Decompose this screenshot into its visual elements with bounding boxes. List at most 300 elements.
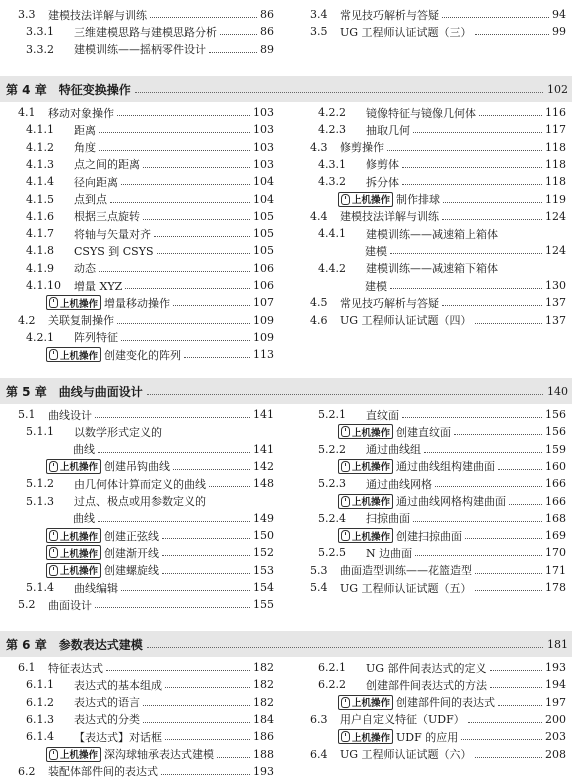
hands-on-badge xyxy=(338,424,393,439)
page-number: 182 xyxy=(253,661,274,674)
entry-title: 装配体部件间的表达式 xyxy=(48,765,158,779)
page-number: 103 xyxy=(253,140,274,154)
dot-leader xyxy=(475,757,542,758)
page-number: 150 xyxy=(253,529,274,543)
entry-title: 表达式的基本组成 xyxy=(74,678,162,692)
toc-entry[interactable] xyxy=(338,493,566,510)
entry-number: 3.3.1 xyxy=(26,25,54,39)
toc-entry[interactable] xyxy=(338,527,566,544)
page-number: 106 xyxy=(253,279,274,292)
badge-label: 上机操作 xyxy=(352,698,391,710)
entry-title: 曲面造型训练——花篮造型 xyxy=(340,564,472,578)
entry-title: 建模技法详解与训练 xyxy=(48,8,147,22)
page-number: 137 xyxy=(545,313,566,327)
toc-entry[interactable] xyxy=(318,544,566,561)
page-number: 182 xyxy=(253,678,274,692)
dot-leader xyxy=(110,202,250,203)
toc-entry[interactable] xyxy=(26,242,274,259)
entry-title: UG 部件间表达式的定义 xyxy=(366,661,487,675)
entry-title: 建模 xyxy=(365,244,387,258)
dot-leader xyxy=(209,52,257,53)
toc-entry[interactable] xyxy=(310,294,566,311)
entry-number: 4.1.1 xyxy=(26,123,54,137)
dot-leader xyxy=(99,132,250,133)
chapter-number: 第 6 章 xyxy=(6,637,47,652)
dot-leader xyxy=(415,555,542,556)
entry-number: 5.2.1 xyxy=(318,408,346,421)
entry-title: 过点、极点或用参数定义的 xyxy=(74,495,206,508)
dot-leader xyxy=(184,357,250,358)
page-number: 160 xyxy=(545,459,566,473)
dot-leader xyxy=(106,670,250,671)
entry-title: 曲线 xyxy=(73,443,95,457)
hands-on-badge xyxy=(46,347,101,362)
mouse-icon xyxy=(341,697,350,708)
dot-leader xyxy=(135,92,543,93)
page-number: 105 xyxy=(253,227,274,241)
entry-number: 4.1.10 xyxy=(26,279,61,292)
toc-entry[interactable] xyxy=(46,562,274,579)
page-number: 102 xyxy=(547,82,568,96)
mouse-icon xyxy=(341,461,350,472)
badge-label: 上机操作 xyxy=(60,531,99,543)
mouse-icon xyxy=(341,426,350,437)
page-number: 140 xyxy=(547,384,568,398)
page-number: 105 xyxy=(253,244,274,258)
dot-leader xyxy=(165,687,250,688)
mouse-icon xyxy=(341,496,350,507)
page-number: 142 xyxy=(253,459,274,473)
dot-leader xyxy=(442,219,542,220)
entry-number: 4.1.4 xyxy=(26,175,54,189)
entry-number: 6.2.2 xyxy=(318,678,346,692)
dot-leader xyxy=(95,417,250,418)
dot-leader xyxy=(402,417,542,418)
toc-entry[interactable] xyxy=(318,121,566,138)
entry-title: UG 工程师认证试题（三） xyxy=(340,25,472,39)
toc-entry[interactable] xyxy=(26,139,274,156)
toc-entry[interactable] xyxy=(18,659,274,676)
dot-leader xyxy=(413,132,542,133)
mouse-icon xyxy=(49,461,58,472)
mouse-icon xyxy=(49,530,58,541)
dot-leader xyxy=(121,340,250,341)
page-number: 200 xyxy=(545,712,566,726)
page-number: 86 xyxy=(260,8,274,21)
badge-label: 上机操作 xyxy=(60,298,99,310)
dot-leader xyxy=(99,271,250,272)
mouse-icon xyxy=(49,297,58,308)
entry-title: 曲线编辑 xyxy=(74,581,118,595)
toc-entry[interactable] xyxy=(338,458,566,475)
entry-title: 创建扫掠曲面 xyxy=(396,529,463,543)
entry-number: 5.1.2 xyxy=(26,477,54,491)
toc-entry[interactable] xyxy=(26,260,274,277)
hands-on-badge xyxy=(46,295,101,310)
dot-leader xyxy=(461,739,542,740)
chapter-header[interactable] xyxy=(0,631,572,657)
toc-entry[interactable] xyxy=(310,23,566,40)
entry-title: 常见技巧解析与答疑 xyxy=(340,8,439,22)
entry-title: 创建渐开线 xyxy=(104,546,160,560)
toc-entry[interactable] xyxy=(26,208,274,225)
entry-number: 4.1.5 xyxy=(26,192,54,206)
page-number: 170 xyxy=(545,546,566,560)
entry-title: 动态 xyxy=(74,262,96,276)
toc-entry[interactable] xyxy=(318,676,566,693)
dot-leader xyxy=(95,607,250,608)
toc-entry[interactable] xyxy=(26,676,274,693)
dot-leader xyxy=(498,705,542,706)
entry-number: 4.2.1 xyxy=(26,330,54,344)
entry-number: 6.1.1 xyxy=(26,678,54,692)
entry-number: 5.1 xyxy=(18,408,36,421)
page-number: 152 xyxy=(253,546,274,560)
toc-entry[interactable] xyxy=(18,104,274,121)
page-number: 137 xyxy=(545,296,566,310)
dot-leader xyxy=(162,538,250,539)
dot-leader xyxy=(509,504,542,505)
page-number: 154 xyxy=(253,581,274,594)
entry-title: 建模训练——减速箱上箱体 xyxy=(366,227,498,241)
entry-title: 拆分体 xyxy=(366,175,399,189)
dot-leader xyxy=(490,670,542,671)
toc-entry[interactable] xyxy=(26,191,274,208)
dot-leader xyxy=(490,687,542,688)
dot-leader xyxy=(147,394,543,395)
dot-leader xyxy=(125,288,250,289)
page-number: 103 xyxy=(253,157,274,171)
toc-entry[interactable] xyxy=(310,579,566,596)
page-number: 194 xyxy=(545,678,566,692)
chapter-title: 曲线与曲面设计 xyxy=(58,384,143,399)
badge-label: 上机操作 xyxy=(60,566,99,578)
entry-number: 6.1 xyxy=(18,661,36,674)
dot-leader xyxy=(143,167,250,168)
entry-number: 3.3 xyxy=(18,8,36,21)
toc-entry[interactable] xyxy=(338,694,566,711)
toc-entry[interactable] xyxy=(310,711,566,728)
entry-title: UG 工程师认证试题（六） xyxy=(340,748,472,761)
toc-entry[interactable] xyxy=(18,763,274,780)
page-number: 156 xyxy=(545,408,566,421)
dot-leader xyxy=(98,452,250,453)
page-number: 118 xyxy=(545,175,566,189)
page-number: 188 xyxy=(253,747,274,761)
toc-entry[interactable] xyxy=(318,659,566,676)
toc-entry[interactable] xyxy=(46,544,274,561)
dot-leader xyxy=(465,538,542,539)
page-number: 89 xyxy=(260,42,274,56)
hands-on-badge xyxy=(338,494,393,509)
entry-number: 5.2.3 xyxy=(318,477,346,491)
page-number: 124 xyxy=(545,244,566,258)
dot-leader xyxy=(98,521,250,522)
entry-number: 5.2.4 xyxy=(318,511,346,525)
toc-entry[interactable] xyxy=(26,121,274,138)
toc-entry[interactable] xyxy=(46,346,274,363)
toc-entry[interactable] xyxy=(318,406,566,423)
dot-leader xyxy=(479,115,542,116)
page-number: 153 xyxy=(253,563,274,577)
mouse-icon xyxy=(49,565,58,576)
toc-entry[interactable] xyxy=(73,441,274,458)
entry-title: N 边曲面 xyxy=(366,546,413,560)
page-number: 99 xyxy=(552,25,566,39)
toc-entry[interactable] xyxy=(26,493,274,510)
toc-entry[interactable] xyxy=(46,294,274,311)
hands-on-badge xyxy=(338,528,393,543)
toc-entry[interactable] xyxy=(26,694,274,711)
badge-label: 上机操作 xyxy=(60,350,99,362)
page-number: 193 xyxy=(545,661,566,674)
toc-entry[interactable] xyxy=(26,23,274,40)
entry-title: 常见技巧解析与答疑 xyxy=(340,296,439,310)
page-number: 181 xyxy=(547,637,568,651)
entry-number: 4.1.3 xyxy=(26,157,54,171)
toc-entry[interactable] xyxy=(318,173,566,190)
page-number: 103 xyxy=(253,106,274,119)
page-number: 168 xyxy=(545,511,566,525)
dot-leader xyxy=(475,323,542,324)
entry-number: 4.1.6 xyxy=(26,209,54,223)
dot-leader xyxy=(143,722,250,723)
toc-entry[interactable] xyxy=(338,423,566,440)
toc-entry[interactable] xyxy=(318,104,566,121)
toc-entry[interactable] xyxy=(46,458,274,475)
page-number: 178 xyxy=(545,581,566,594)
toc-entry[interactable] xyxy=(318,225,566,242)
page-number: 148 xyxy=(253,477,274,491)
toc-entry[interactable] xyxy=(310,139,566,156)
page-number: 109 xyxy=(253,330,274,344)
entry-number: 6.3 xyxy=(310,712,328,726)
dot-leader xyxy=(209,486,250,487)
toc-entry[interactable] xyxy=(310,208,566,225)
toc-entry[interactable] xyxy=(318,475,566,492)
toc-entry[interactable] xyxy=(18,406,274,423)
entry-title: 抽取几何 xyxy=(366,123,410,137)
dot-leader xyxy=(217,757,250,758)
entry-number: 4.4 xyxy=(310,209,328,223)
entry-title: 建模技法详解与训练 xyxy=(340,210,439,224)
dot-leader xyxy=(390,288,542,289)
entry-title: 径向距离 xyxy=(74,175,118,189)
entry-title: 将轴与矢量对齐 xyxy=(74,227,151,241)
toc-entry[interactable] xyxy=(318,156,566,173)
entry-number: 4.5 xyxy=(310,296,328,310)
page-number: 86 xyxy=(260,25,274,39)
badge-label: 上机操作 xyxy=(352,462,391,474)
toc-entry[interactable] xyxy=(26,579,274,596)
entry-title: 移动对象操作 xyxy=(48,106,114,120)
toc-entry[interactable] xyxy=(26,41,274,58)
page-number: 182 xyxy=(253,695,274,709)
toc-entry[interactable] xyxy=(26,225,274,242)
page-number: 155 xyxy=(253,598,274,612)
dot-leader xyxy=(117,115,250,116)
page-number: 105 xyxy=(253,209,274,223)
entry-number: 5.2.5 xyxy=(318,546,346,560)
page-number: 193 xyxy=(253,764,274,778)
toc-entry[interactable] xyxy=(46,527,274,544)
toc-entry[interactable] xyxy=(310,562,566,579)
entry-number: 5.1.1 xyxy=(26,425,54,439)
entry-number: 5.2 xyxy=(18,598,36,612)
dot-leader xyxy=(402,184,542,185)
dot-leader xyxy=(435,486,542,487)
entry-title: UDF 的应用 xyxy=(396,730,459,744)
entry-number: 4.4.2 xyxy=(318,261,346,275)
page-number: 208 xyxy=(545,747,566,761)
badge-label: 上机操作 xyxy=(352,497,391,508)
entry-title: 增量 XYZ xyxy=(74,279,123,293)
dot-leader xyxy=(173,305,250,306)
toc-entry[interactable] xyxy=(310,746,566,763)
page-number: 159 xyxy=(545,442,566,456)
entry-number: 4.2.2 xyxy=(318,106,346,119)
page-number: 141 xyxy=(253,408,274,421)
toc-entry[interactable] xyxy=(26,156,274,173)
entry-title: 镜像特征与镜像几何体 xyxy=(366,106,476,120)
entry-title: 角度 xyxy=(74,141,96,155)
dot-leader xyxy=(442,305,542,306)
entry-title: 创建变化的阵列 xyxy=(104,348,182,362)
mouse-icon xyxy=(49,749,58,760)
toc-entry[interactable] xyxy=(26,728,274,745)
entry-number: 5.1.3 xyxy=(26,494,54,508)
entry-title: UG 工程师认证试题（四） xyxy=(340,314,472,328)
hands-on-badge xyxy=(46,545,101,560)
toc-entry[interactable] xyxy=(73,510,274,527)
entry-title: 建模训练——减速箱下箱体 xyxy=(366,262,498,276)
dot-leader xyxy=(143,219,250,220)
toc-entry[interactable] xyxy=(318,510,566,527)
entry-title: 关联复制操作 xyxy=(48,314,114,328)
mouse-icon xyxy=(341,530,350,541)
toc-entry[interactable] xyxy=(26,423,274,440)
entry-number: 6.1.2 xyxy=(26,695,54,709)
badge-label: 上机操作 xyxy=(60,462,99,474)
toc-entry[interactable] xyxy=(338,191,566,208)
hands-on-badge xyxy=(46,747,101,762)
toc-entry[interactable] xyxy=(26,277,274,294)
page-number: 118 xyxy=(545,140,566,154)
dot-leader xyxy=(157,253,251,254)
toc-entry[interactable] xyxy=(310,6,566,23)
dot-leader xyxy=(498,469,542,470)
page-number: 184 xyxy=(253,712,274,726)
badge-label: 上机操作 xyxy=(352,531,391,543)
page-number: 130 xyxy=(545,279,566,292)
dot-leader xyxy=(165,739,250,740)
toc-entry[interactable] xyxy=(46,746,274,763)
dot-leader xyxy=(173,469,250,470)
entry-title: 表达式的语言 xyxy=(74,696,140,710)
dot-leader xyxy=(387,150,542,151)
dot-leader xyxy=(162,555,250,556)
dot-leader xyxy=(390,253,542,254)
dot-leader xyxy=(475,573,542,574)
toc-entry[interactable] xyxy=(318,441,566,458)
page-number: 197 xyxy=(545,695,566,709)
entry-title: 增量移动操作 xyxy=(104,296,171,310)
toc-entry[interactable] xyxy=(338,728,566,745)
toc-entry[interactable] xyxy=(26,329,274,346)
chapter-title: 特征变换操作 xyxy=(58,82,131,97)
chapter-header[interactable] xyxy=(0,76,572,102)
toc-entry[interactable] xyxy=(26,711,274,728)
entry-title: 创建部件间表达式的方法 xyxy=(366,678,487,692)
entry-number: 3.4 xyxy=(310,8,328,21)
toc-entry[interactable] xyxy=(310,312,566,329)
dot-leader xyxy=(143,705,250,706)
page-number: 149 xyxy=(253,511,274,525)
toc-entry[interactable] xyxy=(18,312,274,329)
page-number: 113 xyxy=(253,348,274,362)
entry-title: 直纹面 xyxy=(366,408,399,422)
entry-number: 4.1 xyxy=(18,106,36,119)
entry-title: 修剪操作 xyxy=(340,141,384,155)
toc-entry[interactable] xyxy=(318,260,566,277)
page-number: 171 xyxy=(545,563,566,577)
page-number: 166 xyxy=(545,494,566,508)
entry-number: 5.3 xyxy=(310,563,328,577)
chapter-header[interactable] xyxy=(0,378,572,404)
dot-leader xyxy=(402,167,542,168)
entry-title: 根据三点旋转 xyxy=(74,210,140,224)
dot-leader xyxy=(443,202,542,203)
badge-label: 上机操作 xyxy=(60,548,99,560)
page-number: 186 xyxy=(253,730,274,744)
entry-number: 5.4 xyxy=(310,581,328,594)
entry-number: 4.4.1 xyxy=(318,227,346,241)
entry-number: 6.1.3 xyxy=(26,712,54,726)
badge-label: 上机操作 xyxy=(352,732,391,744)
entry-title: 创建直纹面 xyxy=(396,425,452,439)
entry-number: 4.2.3 xyxy=(318,123,346,137)
toc-entry[interactable] xyxy=(365,277,566,294)
entry-title: 建模训练——摇柄零件设计 xyxy=(74,43,206,57)
entry-number: 4.3.1 xyxy=(318,157,346,171)
entry-title: UG 工程师认证试题（五） xyxy=(340,581,472,595)
page-number: 109 xyxy=(253,313,274,327)
page-number: 103 xyxy=(253,123,274,137)
toc-entry[interactable] xyxy=(18,596,274,613)
page-number: 117 xyxy=(545,123,566,137)
dot-leader xyxy=(161,774,250,775)
entry-title: 以数学形式定义的 xyxy=(74,425,162,439)
hands-on-badge xyxy=(338,459,393,474)
dot-leader xyxy=(117,323,250,324)
hands-on-badge xyxy=(338,729,393,744)
entry-title: 制作排球 xyxy=(396,193,441,206)
toc-entry[interactable] xyxy=(26,475,274,492)
entry-title: 创建部件间的表达式 xyxy=(396,696,496,710)
dot-leader xyxy=(424,452,542,453)
entry-number: 4.1.7 xyxy=(26,227,54,241)
dot-leader xyxy=(154,236,250,237)
toc-entry[interactable] xyxy=(365,242,566,259)
entry-number: 3.5 xyxy=(310,25,328,39)
entry-title: 通过曲线组 xyxy=(366,443,421,457)
toc-entry[interactable] xyxy=(26,173,274,190)
dot-leader xyxy=(162,573,250,574)
mouse-icon xyxy=(49,547,58,558)
page-number: 104 xyxy=(253,175,274,189)
toc-entry[interactable] xyxy=(18,6,274,23)
entry-number: 3.3.2 xyxy=(26,42,54,56)
